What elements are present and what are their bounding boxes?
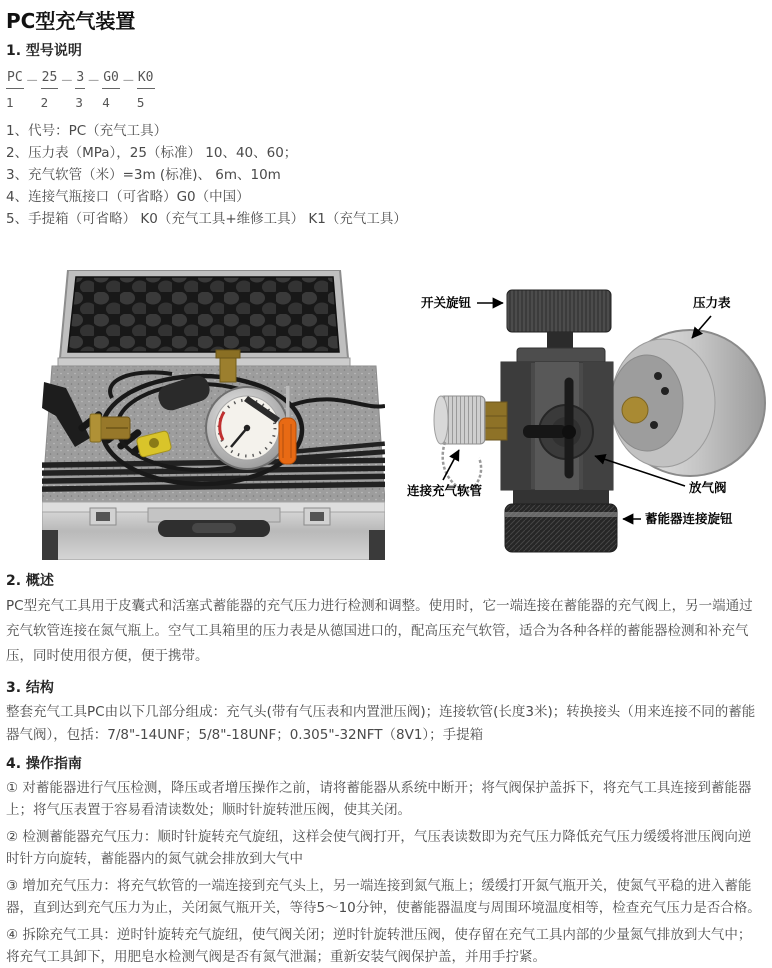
label-pressure-gauge: 压力表 xyxy=(693,295,731,310)
model-code-index: 1 xyxy=(6,95,14,110)
switch-knob xyxy=(507,290,611,332)
operation-step-3: ③ 增加充气压力：将充气软管的一端连接到充气头上，另一端连接到氮气瓶上；缓缓打开氮气瓶开关，使氮气平稳的进入蓄能器，直到达到充气压力为止，关闭氮气瓶开关，等待5～10分钟，使蓄能器温度与周围环境温度相等，检查充气压力是否合格。 xyxy=(6,878,761,916)
section-heading-structure: 3. 结构 xyxy=(6,680,54,696)
label-accumulator-knob: 蓄能器连接旋钮 xyxy=(645,511,733,526)
brass-fitting xyxy=(90,414,130,442)
toolbox-illustration xyxy=(42,270,385,560)
model-item: 1、代号：PC（充气工具） xyxy=(6,123,168,139)
label-release-valve: 放气阀 xyxy=(689,480,727,495)
operation-step-1: ① 对蓄能器进行气压检测，降压或者增压操作之前，请将蓄能器从系统中断开；将气阀保护盖拆下，将充气工具连接到蓄能器上；将气压表置于容易看清读数处；顺时针旋转泄压阀，使其关闭。 xyxy=(6,780,752,818)
model-item: 5、手提箱（可省略） K0（充气工具+维修工具） K1（充气工具） xyxy=(6,211,407,227)
model-code-dash: － xyxy=(121,74,135,89)
model-item: 2、压力表（MPa），25（标准） 10、40、60； xyxy=(6,145,298,161)
label-hose-connector: 连接充气软管 xyxy=(407,483,483,498)
model-code-dash: － xyxy=(25,74,39,89)
model-item-list xyxy=(6,120,764,230)
case-hinge xyxy=(58,358,350,366)
case-front xyxy=(42,502,385,560)
operation-step-2: ② 检测蓄能器充气压力：顺时针旋转充气旋纽，这样会使气阀打开，气压表读数即为充气压力降低充气压力缓缓将泄压阀向逆时针方向旋转，蓄能器内的氮气就会排放到大气中 xyxy=(6,829,752,867)
model-code-index: 4 xyxy=(102,95,110,110)
model-code xyxy=(6,70,155,110)
model-code-segment: PC xyxy=(6,70,24,89)
gauge-back xyxy=(611,330,765,476)
model-code-segment: K0 xyxy=(137,70,155,89)
section-heading-model: 1. 型号说明 xyxy=(6,43,82,59)
model-code-segment: 25 xyxy=(41,70,59,89)
model-code-segment: 3 xyxy=(75,70,85,89)
page-title: PC型充气装置 xyxy=(6,9,136,33)
model-code-index: 5 xyxy=(136,95,145,110)
toolbox-photo xyxy=(42,270,385,560)
section-heading-overview: 2. 概述 xyxy=(6,573,54,589)
label-switch-knob: 开关旋钮 xyxy=(421,295,472,310)
model-item: 3、充气软管（米）=3m (标准)、 6m、10m xyxy=(6,167,281,183)
section-heading-operation: 4. 操作指南 xyxy=(6,756,82,772)
accumulator-knob xyxy=(505,504,617,552)
model-item: 4、连接气瓶接口（可省略）G0（中国） xyxy=(6,189,250,205)
brass-valve xyxy=(216,350,240,382)
model-code-dash: － xyxy=(87,74,101,89)
model-code-segment: G0 xyxy=(102,70,120,89)
overview-paragraph: PC型充气工具用于皮囊式和活塞式蓄能器的充气压力进行检测和调整。使用时，它一端连接在蓄能器的充气阀上，另一端通过充气软管连接在氮气瓶上。空气工具箱里的压力表是从德国进口的，配高压充气软管，适合为各种各样的蓄能器检测和补充气压，同时使用很方便，便于携带。 xyxy=(6,598,753,664)
model-code-index: 3 xyxy=(75,95,83,110)
operation-step-4: ④ 拆除充气工具：逆时针旋转充气旋纽，使气阀关闭；逆时针旋转泄压阀，使存留在充气工具内部的少量氮气排放到大气中；将充气工具卸下，用肥皂水检测气阀是否有氮气泄漏；重新安装气阀保护盖，并用手拧紧。 xyxy=(6,927,752,965)
structure-paragraph: 整套充气工具PC由以下几部分组成：充气头(带有气压表和内置泄压阀)；连接软管(长度3米)；转换接头（用来连接不同的蓄能器气阀），包括：7/8"-14UNF；5/8"-18UNF；0.305"-32NFT（8V1）；手提箱 xyxy=(6,704,756,743)
device-photo xyxy=(395,270,772,560)
model-code-index: 2 xyxy=(40,95,49,110)
figure-row xyxy=(6,270,764,560)
model-code-dash: － xyxy=(60,74,74,89)
lid-foam xyxy=(68,277,339,352)
